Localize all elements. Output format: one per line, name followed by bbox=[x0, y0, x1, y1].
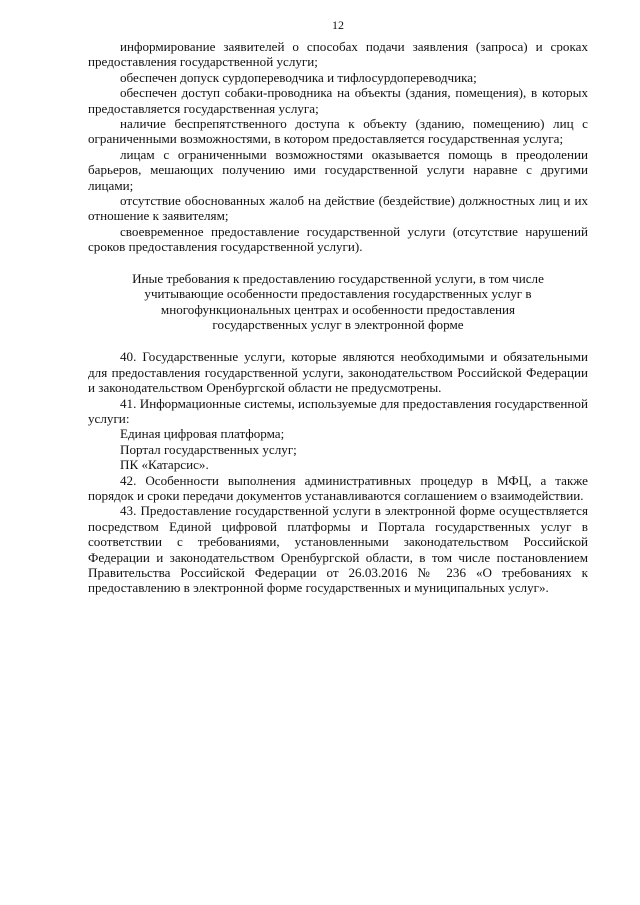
paragraph-assistance: лицам с ограниченными возможностями оказывается помощь в преодолении барьеров, мешающих получению ими государственной услуги наравне с другими лицами; bbox=[88, 146, 588, 193]
item-41-list-item: Портал государственных услуг; bbox=[120, 441, 297, 457]
item-41: 41. Информационные системы, используемые для предоставления государственной услуги: bbox=[88, 395, 588, 426]
section-heading-line-1: Иные требования к предоставлению государственной услуги, в том числе bbox=[132, 270, 544, 286]
item-41-list-item: ПК «Катарсис». bbox=[120, 457, 209, 473]
document-body bbox=[88, 39, 588, 596]
paragraph-timeliness: своевременное предоставление государственной услуги (отсутствие нарушений сроков предоставления государственной услуги). bbox=[88, 223, 588, 255]
section-heading-line-3: многофункциональных центрах и особенности предоставления bbox=[160, 301, 516, 317]
section-heading-line-2: учитывающие особенности предоставления государственных услуг в bbox=[144, 286, 532, 302]
paragraph-sign-interpreter: обеспечен допуск сурдопереводчика и тифлосурдопереводчика; bbox=[120, 69, 477, 85]
paragraph-access: наличие беспрепятственного доступа к объекту (зданию, помещению) лиц с ограниченными возможностями, в котором предоставляется государственная услуга; bbox=[88, 116, 588, 147]
paragraph-guide-dog: обеспечен доступ собаки-проводника на объекты (здания, помещения), в которых предоставляется государственная услуга; bbox=[88, 85, 588, 116]
paragraph-info: информирование заявителей о способах подачи заявления (запроса) и сроках предоставления государственной услуги; bbox=[88, 39, 588, 70]
page-number: 12 bbox=[332, 18, 344, 32]
paragraph-complaints: отсутствие обоснованных жалоб на действие (бездействие) должностных лиц и их отношение к заявителям; bbox=[88, 193, 588, 224]
item-41-list-item: Единая цифровая платформа; bbox=[120, 426, 285, 442]
item-42: 42. Особенности выполнения административных процедур в МФЦ, а также порядок и сроки передачи документов устанавливаются соглашением о взаимодействии. bbox=[88, 472, 588, 503]
section-heading-line-4: государственных услуг в электронной форме bbox=[212, 316, 464, 332]
item-43: 43. Предоставление государственной услуги в электронной форме осуществляется посредством Единой цифровой платформы и Портала государственных услуг в соответствии с требованиями, установленными законодательством Российской Федерации и законодательством Оренбургской области, в том числе постановлением Правительства Российской Федерации от 26.03.2016 № 236 «О требованиях к предоставлению в электронной форме государственных и муниципальных услуг». bbox=[88, 503, 588, 596]
item-40: 40. Государственные услуги, которые являются необходимыми и обязательными для предоставления государственной услуги, законодательством Российской Федерации и законодательством Оренбургской области не предусмотрены. bbox=[88, 349, 588, 396]
section-heading bbox=[88, 271, 588, 333]
